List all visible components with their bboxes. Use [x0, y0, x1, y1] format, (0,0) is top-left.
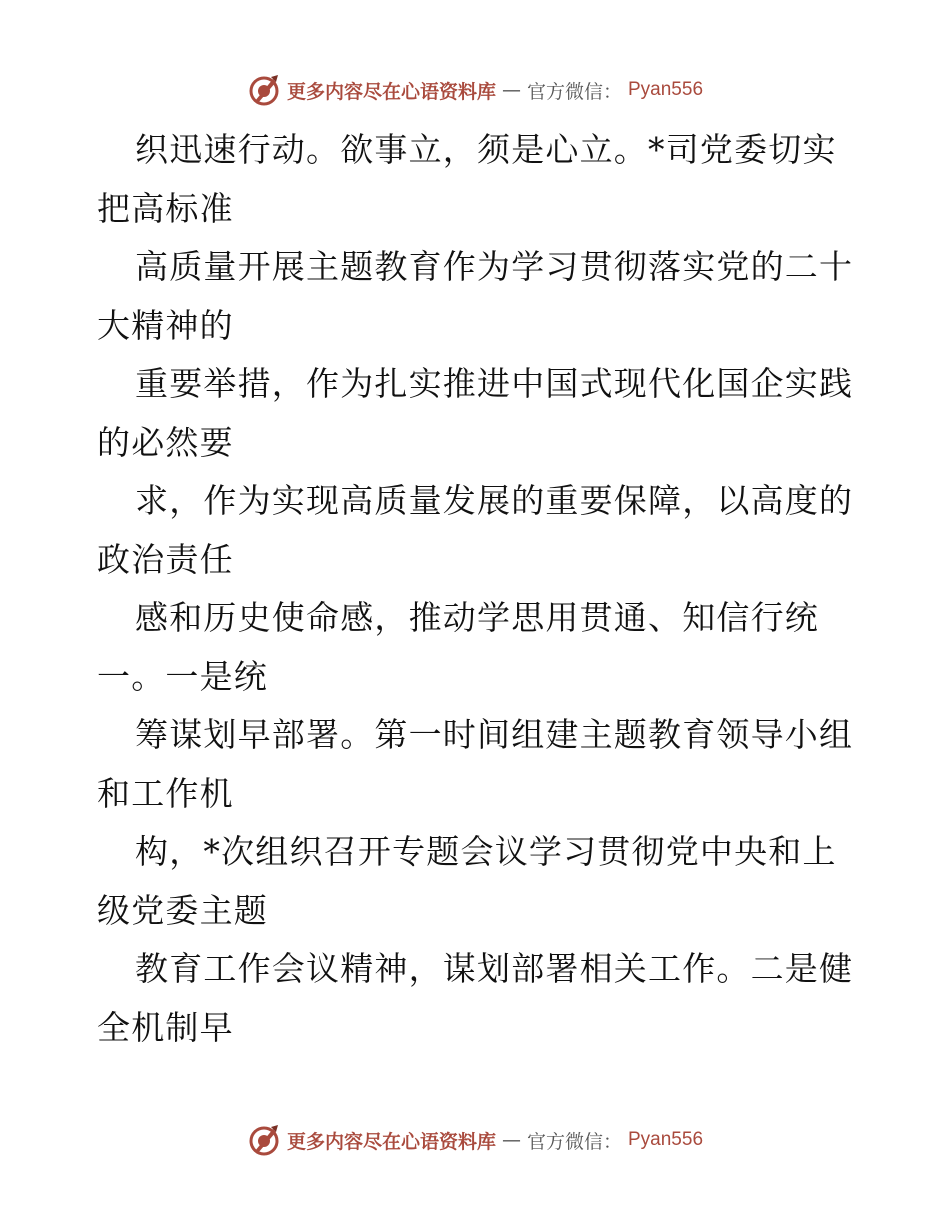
quill-seal-icon: [247, 73, 281, 107]
wechat-id: Pyan556: [628, 79, 704, 100]
footer-banner: [0, 1120, 950, 1160]
banner-dash: —: [501, 79, 521, 101]
body-line: 级党委主题: [97, 890, 268, 930]
body-line: 重要举措，作为扎实推进中国式现代化国企实践: [135, 364, 854, 403]
body-line: 把高标准: [97, 188, 234, 228]
header-banner: [0, 70, 950, 110]
body-line: 教育工作会议精神，谋划部署相关工作。二是健: [135, 949, 854, 988]
body-line: 求，作为实现高质量发展的重要保障，以高度的: [135, 481, 854, 520]
body-line: 筹谋划早部署。第一时间组建主题教育领导小组: [135, 715, 854, 754]
body-line: 织迅速行动。欲事立，须是心立。*司党委切实: [135, 130, 837, 169]
body-line: 高质量开展主题教育作为学习贯彻落实党的二十: [135, 247, 854, 286]
body-line: 一。一是统: [97, 656, 268, 696]
body-line: 政治责任: [97, 539, 234, 579]
quill-seal-icon: [247, 1123, 281, 1157]
banner-dash: —: [501, 1129, 521, 1151]
body-line: 全机制早: [97, 1007, 234, 1047]
site-slogan: 更多内容尽在心语资料库: [286, 1130, 496, 1153]
wechat-label: 官方微信：: [526, 80, 622, 103]
wechat-id: Pyan556: [628, 1129, 704, 1150]
site-slogan: 更多内容尽在心语资料库: [286, 80, 496, 103]
body-line: 的必然要: [97, 422, 234, 462]
body-line: 感和历史使命感，推动学思用贯通、知信行统: [135, 598, 819, 637]
wechat-label: 官方微信：: [526, 1130, 622, 1153]
document-body: [97, 121, 857, 1057]
body-line: 大精神的: [97, 305, 234, 345]
body-line: 构，*次组织召开专题会议学习贯彻党中央和上: [135, 832, 837, 871]
body-line: 和工作机: [97, 773, 234, 813]
